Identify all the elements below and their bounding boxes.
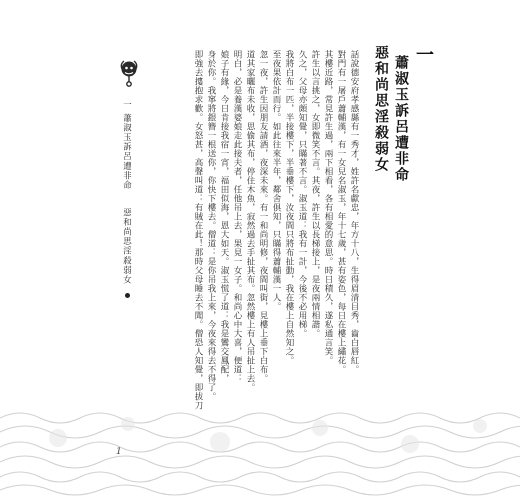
chapter-title-line1: 蕭淑玉訴呂遭非命 [393,55,409,183]
body-column: 即強去摟抱求歡。女怒甚，高聲叫道：有賊在此！那時父母睡去不聞。僧恐人知覺，即拔刀 [193,50,203,410]
page-number: 1 [116,447,122,457]
chapter-title [372,45,432,375]
body-column: 明白，必是養漢婆娘走此接夫者，任他吊上去，果見一女子。和尚心中大喜，便道： [232,50,242,383]
body-column: 久之，父母亦頗知覺，只瞞著不言。淑玉道：我有一計，今後不必用梯。 [297,50,307,338]
chapter-number: 一 [413,45,434,65]
body-text [145,50,360,410]
lion-head-emblem-icon [118,58,140,88]
running-head-dot [125,293,130,298]
body-column: 道其家曬布未收，思偷其布，停住木魚，寂然過去手扯其布。忽然樓上有人吊扯上去。 [245,50,255,392]
body-column: 至夜果依計而行。如此往來半年，鄰舍俱知，只瞞得蕭輔漢一人。 [271,50,281,311]
body-column: 許生以言挑之，女即微笑不言。其夜，許生以長梯接上，是夜兩情相諧。 [310,50,320,338]
running-head [123,100,131,298]
body-column: 我將白布一匹，半接樓下，半垂樓下，汝夜間只將布扯動，我在樓上自然知之。 [284,50,294,365]
chapter-title-line2: 惡和尚思淫殺弱女 [373,45,389,173]
body-column: 對門有一屠戶蕭輔漢，有一女兒名淑玉，年十七歲，甚有姿色，每日在樓上繡花。 [336,50,346,374]
body-column: 忽一夜，許生因朋友請酒，夜深未來。有一和尚明修，夜間叫街，見樓上垂下白布。 [258,50,268,383]
body-column: 話說德安府孝感縣有一秀才，姓許名獻忠，年方十八，生得眉清目秀，齒白唇紅。 [349,50,359,374]
body-column: 娘子有緣，今日肯接我宿一宵，福田似海，恩大如天。淑玉慌了道：我是鸞交鳳配， [219,50,229,383]
wave-pattern-decoration [0,386,520,500]
body-column: 身於你。我寧將銀簪一根送你，你快下樓去。僧道：是你吊我上來，今夜來得去不得了。 [206,50,216,401]
running-head-line1: 一 蕭淑玉訴呂遭非命 [122,100,133,191]
body-column: 其樓近路，常見許生過，兩下相看，各有相愛的意思。時日積久，遂私通言笑。 [323,50,333,365]
running-head-line2: 惡和尚思淫殺弱女 [122,207,133,285]
